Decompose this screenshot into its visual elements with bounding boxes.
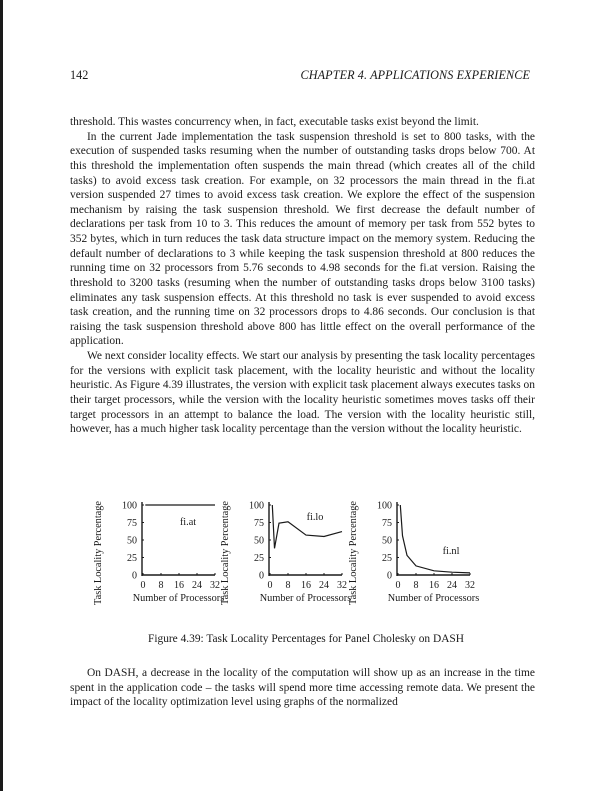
- chart-fi-lo: [207, 494, 352, 609]
- y-tick-label: 75: [254, 518, 264, 529]
- x-tick-label: 16: [174, 580, 184, 591]
- x-tick-label: 16: [301, 580, 311, 591]
- x-tick-label: 8: [285, 580, 291, 591]
- chart-fi-nl: [335, 494, 480, 609]
- x-tick-label: 0: [267, 580, 273, 591]
- y-tick-label: 100: [249, 500, 264, 512]
- x-tick-label: 0: [140, 580, 146, 591]
- x-tick-label: 24: [319, 580, 329, 591]
- y-tick-label: 75: [127, 518, 137, 529]
- y-axis-label: Task Locality Percentage: [348, 501, 359, 605]
- line-chart: [207, 494, 352, 609]
- y-axis-label: Task Locality Percentage: [220, 501, 231, 605]
- x-axis-label: Number of Processors: [259, 593, 352, 604]
- figure-caption: Figure 4.39: Task Locality Percentages for Panel Cholesky on DASH: [148, 633, 464, 645]
- y-tick-label: 50: [254, 535, 264, 547]
- x-axis-label: Number of Processors: [387, 593, 480, 604]
- y-tick-label: 25: [127, 553, 137, 564]
- paragraph: In the current Jade implementation the task suspension threshold is set to 800 tasks, with the execution of suspended tasks resuming when the number of outstanding tasks drops below 700. At this threshold the implementation often suspends the main thread (which creates all of the child tasks) to avoid excess task creation. For example, on 32 processors the main thread in the fi.at version suspended 27 times to avoid excess task creation. We explore the effect of the suspension mechanism by raising the task suspension threshold. We first decrease the default number of declarations per task from 10 to 3. This reduces the amount of memory per task from 552 bytes to 352 bytes, which in turn reduces the task data structure impact on the memory system. Reducing the default number of declarations to 3 while keeping the task suspension threshold at 800 reduces the running time on 32 processors from 5.76 seconds to 4.98 seconds for the fi.at version. Raising the threshold to 3200 tasks (resuming when the number of outstanding tasks drops below 3100 tasks) eliminates any task suspension effects. At this threshold no task is ever suspended to avoid excess task creation, and the running time on 32 processors drops to 4.86 seconds. Our conclusion is that raising the task suspension threshold above 800 has little effect on the overall performance of the application.: [70, 130, 535, 348]
- y-tick-label: 50: [127, 535, 137, 547]
- x-axis-label: Number of Processors: [132, 593, 225, 604]
- y-axis-label: Task Locality Percentage: [93, 501, 104, 605]
- x-tick-label: 8: [158, 580, 164, 591]
- y-tick-label: 100: [377, 500, 392, 512]
- y-tick-label: 25: [382, 553, 392, 564]
- chart-fi-at: [80, 494, 225, 609]
- x-tick-label: 32: [337, 580, 347, 591]
- x-tick-label: 32: [465, 580, 475, 591]
- y-tick-label: 0: [259, 570, 264, 582]
- page-number: 142: [70, 68, 89, 82]
- chapter-title: CHAPTER 4. APPLICATIONS EXPERIENCE: [300, 68, 530, 82]
- series-label: fi.nl: [442, 546, 460, 557]
- line-chart: [80, 494, 225, 609]
- running-head: [70, 68, 530, 84]
- line-chart: [335, 494, 480, 609]
- figure-4-39: [80, 494, 540, 609]
- series-label: fi.at: [179, 517, 197, 528]
- x-tick-label: 32: [210, 580, 220, 591]
- y-tick-label: 0: [132, 570, 137, 582]
- body-text-before-figure: [70, 115, 535, 437]
- y-tick-label: 0: [387, 570, 392, 582]
- x-tick-label: 16: [429, 580, 439, 591]
- y-tick-label: 100: [122, 500, 137, 512]
- y-tick-label: 25: [254, 553, 264, 564]
- x-tick-label: 24: [192, 580, 202, 591]
- paragraph: On DASH, a decrease in the locality of the computation will show up as an increase in the time spent in the application code – the tasks will spend more time accessing remote data. We present the impact of the locality optimization level using graphs of the normalized: [70, 667, 535, 709]
- page-binding-edge: [0, 0, 3, 791]
- y-tick-label: 50: [382, 535, 392, 547]
- paragraph: threshold. This wastes concurrency when, in fact, executable tasks exist beyond the limit.: [70, 116, 479, 128]
- series-label: fi.lo: [306, 512, 324, 523]
- x-tick-label: 24: [447, 580, 457, 591]
- y-tick-label: 75: [382, 518, 392, 529]
- body-text-after-figure: [70, 666, 535, 710]
- x-tick-label: 8: [413, 580, 419, 591]
- series-line: [400, 505, 470, 573]
- paragraph: We next consider locality effects. We start our analysis by presenting the task locality percentages for the versions with explicit task placement, with the locality heuristic and without the locality heuristic. As Figure 4.39 illustrates, the version with explicit task placement always executes tasks on their target processors, while the version with the locality heuristic sometimes moves tasks off their target processors in an attempt to balance the load. The version with the locality heuristic still, however, has a much higher task locality percentage than the version without the locality heuristic.: [70, 350, 535, 436]
- x-tick-label: 0: [395, 580, 401, 591]
